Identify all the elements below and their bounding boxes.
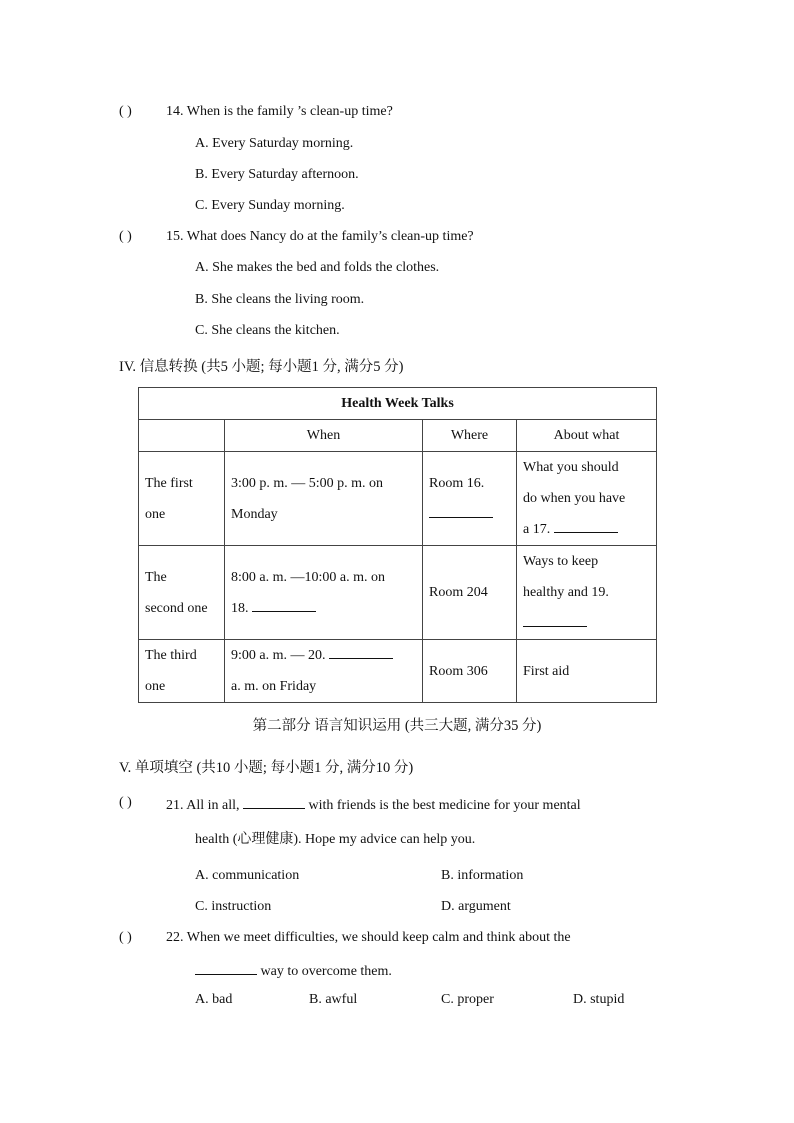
q22-option-a: A. bad <box>195 992 233 1007</box>
answer-blank-22 <box>195 960 257 975</box>
row-label-line: one <box>145 679 166 694</box>
about-line: do when you have <box>523 491 626 506</box>
table-header-about: About what <box>517 420 657 452</box>
q15-option-b: B. She cleans the living room. <box>195 292 365 307</box>
row-label-line: The first <box>145 475 193 491</box>
q15-option-c: C. She cleans the kitchen. <box>195 323 340 338</box>
q14-option-a: A. Every Saturday morning. <box>195 136 354 151</box>
table-header-when: When <box>225 420 423 452</box>
part-2-title: 第二部分 语言知识运用 (共三大题, 满分35 分) <box>252 718 542 734</box>
question-14: 14. When is the family ’s clean-up time? <box>166 104 393 119</box>
question-15: 15. What does Nancy do at the family’s clean-up time? <box>166 229 474 244</box>
answer-blank-18 <box>252 597 316 612</box>
when-line: 8:00 a. m. —10:00 a. m. on <box>231 569 385 585</box>
q22-option-b: B. awful <box>309 992 358 1007</box>
question-21-text-a: 21. All in all, <box>166 798 240 813</box>
row-label-line: one <box>145 506 166 522</box>
answer-blank-17 <box>554 518 618 533</box>
when-line: a. m. on Friday <box>231 679 317 694</box>
row-where <box>423 640 517 703</box>
table-row <box>139 452 657 546</box>
when-line: Monday <box>231 506 278 522</box>
q22-option-d: D. stupid <box>573 992 625 1007</box>
q14-option-b: B. Every Saturday afternoon. <box>195 167 359 182</box>
question-22: 22. When we meet difficulties, we should keep calm and think about the <box>166 930 571 945</box>
q21-option-b: B. information <box>441 868 524 883</box>
q15-option-a: A. She makes the bed and folds the clothes. <box>195 260 440 275</box>
answer-paren-15: ( ) <box>119 229 132 244</box>
q21-option-a: A. communication <box>195 868 300 883</box>
answer-paren-14: ( ) <box>119 104 132 119</box>
when-line: 9:00 a. m. — 20. <box>231 648 326 663</box>
row-label <box>139 640 225 703</box>
question-21-line-2: health (心理健康). Hope my advice can help you. <box>195 832 476 847</box>
row-where <box>423 546 517 640</box>
row-about <box>517 452 657 546</box>
where-line: Room 306 <box>429 663 488 679</box>
row-label <box>139 452 225 546</box>
table-title: Health Week Talks <box>139 388 657 420</box>
q21-option-c: C. instruction <box>195 899 272 914</box>
q22-option-c: C. proper <box>441 992 494 1007</box>
question-22-text-b: way to overcome them. <box>260 964 392 979</box>
table-header-where: Where <box>423 420 517 452</box>
about-line: a 17. <box>523 522 551 537</box>
row-label-line: second one <box>145 600 208 616</box>
row-when <box>225 452 423 546</box>
section-5-title: V. 单项填空 (共10 小题; 每小题1 分, 满分10 分) <box>119 760 414 776</box>
table-row <box>139 640 657 703</box>
row-where <box>423 452 517 546</box>
when-line: 3:00 p. m. — 5:00 p. m. on <box>231 475 384 491</box>
about-line: First aid <box>523 663 570 679</box>
row-about <box>517 640 657 703</box>
table-header-blank <box>139 420 225 452</box>
question-21 <box>166 794 581 815</box>
row-label <box>139 546 225 640</box>
row-when <box>225 546 423 640</box>
row-when <box>225 640 423 703</box>
row-about <box>517 546 657 640</box>
answer-paren-22: ( ) <box>119 930 132 945</box>
about-line: healthy and 19. <box>523 585 609 600</box>
answer-paren-21: ( ) <box>119 795 132 810</box>
row-label-line: The <box>145 569 167 585</box>
section-4-title: IV. 信息转换 (共5 小题; 每小题1 分, 满分5 分) <box>119 359 404 375</box>
where-line: Room 204 <box>429 585 488 600</box>
answer-blank-19 <box>523 612 587 627</box>
where-line: Room 16. <box>429 475 485 491</box>
answer-blank-21 <box>243 794 305 809</box>
table-row <box>139 546 657 640</box>
when-line: 18. <box>231 600 249 616</box>
about-line: What you should <box>523 460 619 475</box>
answer-blank-20 <box>329 644 393 659</box>
about-line: Ways to keep <box>523 554 599 569</box>
question-21-text-b: with friends is the best medicine for your mental <box>308 798 581 813</box>
row-label-line: The third <box>145 648 197 663</box>
q21-option-d: D. argument <box>441 899 511 914</box>
answer-blank-16 <box>429 503 493 518</box>
question-22-line-2 <box>195 960 392 981</box>
q14-option-c: C. Every Sunday morning. <box>195 198 345 213</box>
health-week-table <box>138 387 657 703</box>
